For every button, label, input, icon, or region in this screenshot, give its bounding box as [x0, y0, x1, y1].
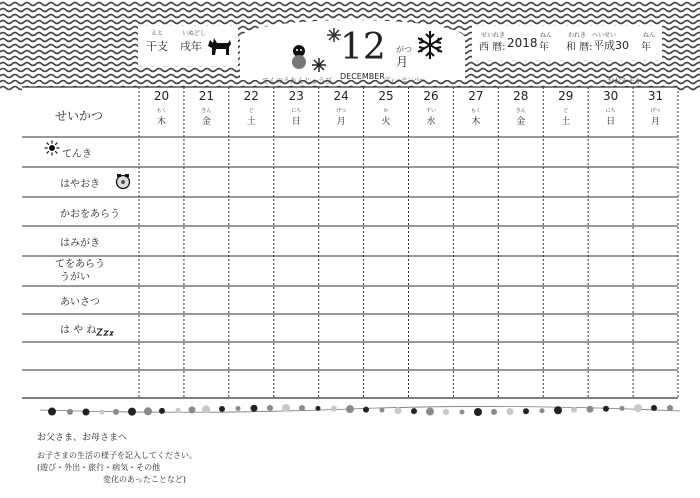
- bead: [282, 404, 290, 412]
- notes-title: お父さま、お母さまへ: [37, 433, 128, 443]
- notes-line2: (遊び・外出・旅行・病気・その他: [37, 463, 161, 472]
- alarm-clock-icon: [115, 173, 131, 191]
- sleep-zzz-icon: [96, 327, 116, 337]
- seireki-year: 2018: [507, 36, 538, 50]
- row-label: てんき: [62, 149, 92, 160]
- wareki-ruby: われき: [568, 32, 587, 39]
- bead: [331, 406, 337, 412]
- month-katakana: ディッセンバー: [384, 77, 426, 84]
- bead: [363, 407, 369, 413]
- bead: [299, 405, 305, 411]
- day-ruby: げつ: [336, 108, 347, 114]
- seireki-label: 西 暦:: [479, 42, 506, 53]
- eto-value: 戌年: [180, 40, 202, 53]
- day-number: 26: [423, 89, 439, 103]
- day-of-week: 火: [381, 117, 391, 127]
- day-number: 20: [153, 89, 170, 103]
- day-number: 27: [468, 89, 484, 103]
- bead: [100, 409, 105, 414]
- bead: [587, 406, 594, 413]
- row-label: はみがき: [60, 238, 100, 249]
- day-of-week: 木: [156, 117, 166, 127]
- day-number: 22: [243, 89, 259, 103]
- day-ruby: げつ: [650, 108, 661, 114]
- bead: [267, 405, 273, 411]
- day-number: 30: [602, 89, 619, 103]
- day-number: 21: [198, 89, 214, 103]
- row-label: あいさつ: [60, 297, 100, 308]
- day-ruby: もく: [470, 108, 481, 114]
- bead: [491, 409, 497, 415]
- day-of-week: 土: [561, 117, 571, 127]
- bead: [571, 407, 577, 413]
- day-ruby: すい: [425, 108, 436, 114]
- day-of-week: 水: [426, 117, 436, 127]
- bead-divider: [0, 401, 700, 421]
- day-number: 29: [558, 89, 574, 103]
- row-label: てをあらう: [55, 259, 105, 270]
- notes-line1: お子さまの生活の様子を記入してください。: [37, 451, 197, 460]
- seireki-ruby: せいれき: [481, 32, 506, 39]
- day-ruby: きん: [515, 108, 526, 114]
- day-number: 23: [288, 89, 304, 103]
- day-number: 28: [513, 89, 529, 103]
- omisoka-note: おおみそか: [607, 77, 642, 85]
- bead: [380, 408, 385, 413]
- inudoshi-ruby: いぬどし: [182, 30, 207, 37]
- eto-label: 干支: [146, 40, 168, 53]
- bead: [474, 408, 482, 416]
- bead: [523, 408, 529, 414]
- day-ruby: にち: [605, 108, 616, 114]
- day-ruby: にち: [291, 108, 302, 114]
- day-of-week: 金: [201, 117, 211, 127]
- bead: [83, 408, 90, 415]
- sun-icon: [44, 140, 60, 156]
- day-ruby: ど: [563, 108, 569, 114]
- month-number: 12: [340, 27, 386, 68]
- bead: [219, 406, 225, 412]
- bead: [460, 409, 465, 414]
- wareki-nen: 年: [641, 42, 651, 53]
- bead: [202, 405, 210, 413]
- bead: [554, 406, 562, 414]
- bead: [634, 404, 642, 412]
- day-number: 25: [378, 89, 394, 103]
- bead: [667, 405, 673, 411]
- wareki-label: 和 暦:: [566, 42, 593, 53]
- day-of-week: 月: [336, 117, 346, 127]
- heisei-ruby: へいせい: [592, 32, 617, 39]
- day-number: 24: [333, 89, 349, 103]
- day-of-week: 木: [471, 117, 481, 127]
- nen-ruby: ねん: [540, 32, 553, 39]
- notes-line3: 変化のあったことなど): [103, 475, 187, 484]
- bead: [346, 405, 354, 413]
- bead: [144, 407, 152, 415]
- bead: [48, 408, 56, 416]
- row-label: はやおき: [60, 179, 100, 190]
- birthday-note: てんのうたんじょうび: [262, 77, 332, 85]
- day-ruby: もく: [156, 108, 167, 114]
- day-of-week: 金: [516, 117, 526, 127]
- month-english: DECEMBER: [340, 72, 385, 81]
- row-label: は や ね: [60, 325, 97, 336]
- day-ruby: きん: [201, 108, 212, 114]
- wareki-nen-ruby: ねん: [643, 32, 656, 39]
- day-ruby: ど: [248, 108, 254, 114]
- row-label-line2: うがい: [60, 272, 90, 283]
- bead: [651, 405, 657, 411]
- bead: [128, 408, 136, 416]
- bead: [251, 405, 258, 412]
- bead: [67, 409, 73, 415]
- bead: [236, 406, 241, 411]
- bead: [603, 406, 609, 412]
- day-number: 31: [647, 89, 664, 103]
- day-of-week: 日: [291, 117, 301, 127]
- month-ruby: がつ: [396, 45, 412, 54]
- bead: [411, 408, 417, 414]
- row-label: かおをあらう: [60, 208, 120, 220]
- day-of-week: 日: [606, 117, 616, 127]
- wareki-value: 平成30: [593, 39, 629, 52]
- bead: [620, 406, 625, 411]
- grid-background: [22, 87, 678, 398]
- month-kanji: 月: [396, 55, 409, 69]
- seireki-nen: 年: [539, 42, 549, 53]
- bead-string: [40, 406, 680, 412]
- bead: [189, 406, 196, 413]
- bead: [159, 408, 165, 414]
- bead: [507, 408, 514, 415]
- bead: [176, 408, 181, 413]
- section-title: せいかつ: [55, 109, 104, 123]
- day-ruby: か: [383, 108, 389, 114]
- eto-ruby: えと: [151, 30, 164, 37]
- bead: [395, 407, 402, 414]
- day-of-week: 月: [651, 117, 661, 127]
- day-of-week: 土: [246, 117, 256, 127]
- bead: [113, 409, 119, 415]
- bead: [443, 409, 449, 415]
- bead: [540, 408, 545, 413]
- bead: [316, 406, 321, 411]
- bead: [426, 408, 434, 416]
